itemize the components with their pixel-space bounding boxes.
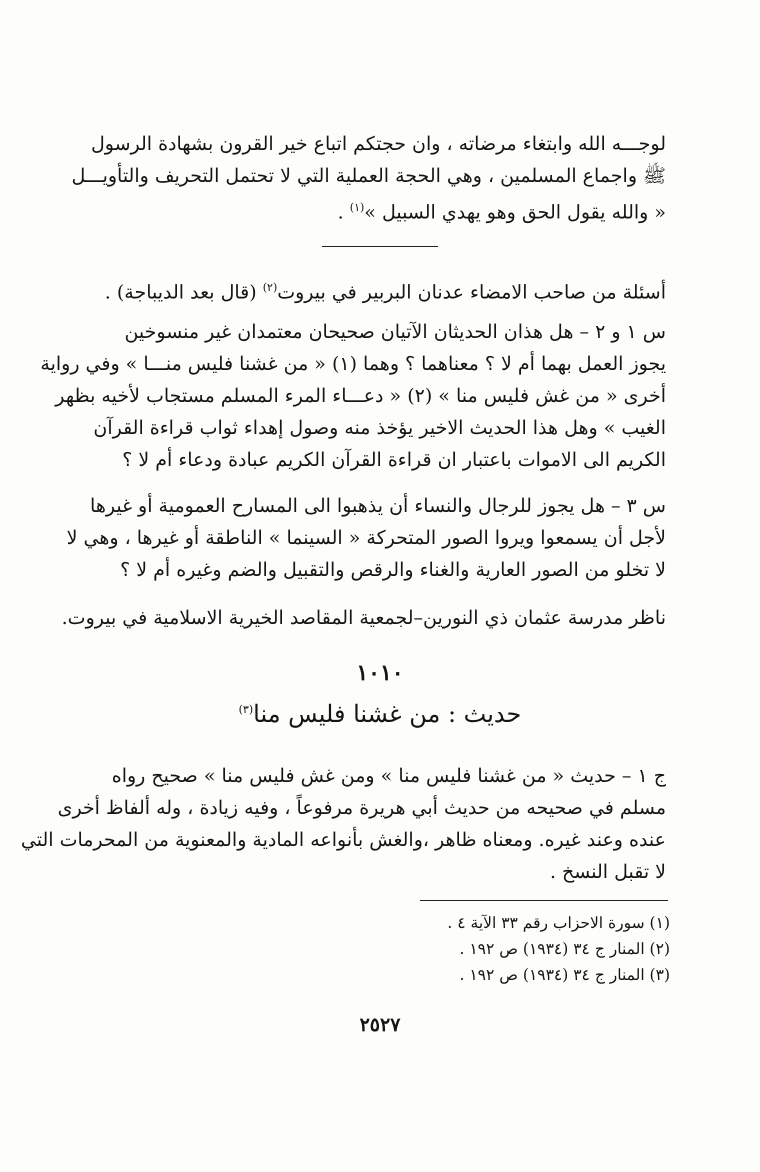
question-line: لأجل أن يسمعوا ويروا الصور المتحركة « السينما » الناطقة أو غيرها ، وهي لا xyxy=(66,527,666,549)
question-header-text: أسئلة من صاحب الامضاء عدنان البربير في بيروت xyxy=(277,281,666,304)
footnote: (٣) المنار ج ٣٤ (١٩٣٤) ص ١٩٢ . xyxy=(459,966,670,984)
question-1-2 xyxy=(40,316,666,476)
intro-end: . xyxy=(337,201,350,224)
signature-block xyxy=(61,602,666,634)
question-line: الغيب » وهل هذا الحديث الاخير يؤخذ منه وصول إهداء ثواب قراءة القرآن xyxy=(93,417,666,439)
question-3 xyxy=(66,490,666,586)
question-header xyxy=(98,272,666,308)
fatwa-number: ١٠١٠ xyxy=(356,660,404,686)
footnotes xyxy=(340,910,670,988)
answer-line: ج ١ – حديث « من غشنا فليس منا » ومن غش فليس منا » صحيح رواه xyxy=(111,765,666,787)
question-line: لا تخلو من الصور العارية والغناء والرقص والتقبيل والضم وغيره أم لا ؟ xyxy=(120,559,666,581)
intro-line: ﷺ واجماع المسلمين ، وهي الحجة العملية التي لا تحتمل التحريف والتأويـــل xyxy=(71,165,666,187)
footnote: (٢) المنار ج ٣٤ (١٩٣٤) ص ١٩٢ . xyxy=(459,940,670,958)
footnote-rule xyxy=(420,900,668,901)
answer-line: مسلم في صحيحه من حديث أبي هريرة مرفوعاً ، وفيه زيادة ، وله ألفاظ أخرى xyxy=(57,797,666,819)
question-line: أخرى « من غش فليس منا » (٢) « دعـــاء المرء المسلم مستجاب لأخيه بظهر xyxy=(55,385,666,407)
question-block xyxy=(98,272,666,308)
question-line: الكريم الى الاموات باعتبار ان قراءة القرآن الكريم عبادة ودعاء أم لا ؟ xyxy=(122,449,666,471)
question-line: يجوز العمل بهما أم لا ؟ معناهما ؟ وهما (١) « من غشنا فليس منـــا » وفي رواية xyxy=(40,353,666,375)
signature: ناظر مدرسة عثمان ذي النورين–لجمعية المقاصد الخيرية الاسلامية في بيروت. xyxy=(61,607,666,629)
question-line: س ١ و ٢ – هل هذان الحديثان الآتيان صحيحان معتمدان غير منسوخين xyxy=(124,321,666,343)
footnote-marker: (٢) xyxy=(262,281,278,294)
answer-line: لا تقبل النسخ . xyxy=(549,861,666,883)
section-title-text: حديث : من غشنا فليس منا xyxy=(253,700,522,728)
separator-rule xyxy=(322,246,438,247)
intro-line xyxy=(98,192,666,228)
footnote: (١) سورة الاحزاب رقم ٣٣ الآية ٤ . xyxy=(447,914,670,932)
answer-block xyxy=(20,760,666,888)
answer-line: عنده وعند غيره. ومعناه ظاهر ،والغش بأنواعه المادية والمعنوية من المحرمات التي xyxy=(20,829,666,851)
question-line: س ٣ – هل يجوز للرجال والنساء أن يذهبوا الى المسارح العمومية أو غيرها xyxy=(90,495,666,517)
intro-last-text: « والله يقول الحق وهو يهدي السبيل » xyxy=(364,201,666,224)
question-header-end: (قال بعد الديباجة) . xyxy=(104,281,263,304)
page-number: ٢٥٢٧ xyxy=(359,1014,401,1036)
footnote-marker: (٣) xyxy=(238,703,254,716)
footnote-marker: (١) xyxy=(349,201,365,214)
intro-paragraph xyxy=(71,128,666,228)
section-title xyxy=(0,700,760,728)
intro-line: لوجـــه الله وابتغاء مرضاته ، وان حجتكم اتباع خير القرون بشهادة الرسول xyxy=(90,133,666,155)
